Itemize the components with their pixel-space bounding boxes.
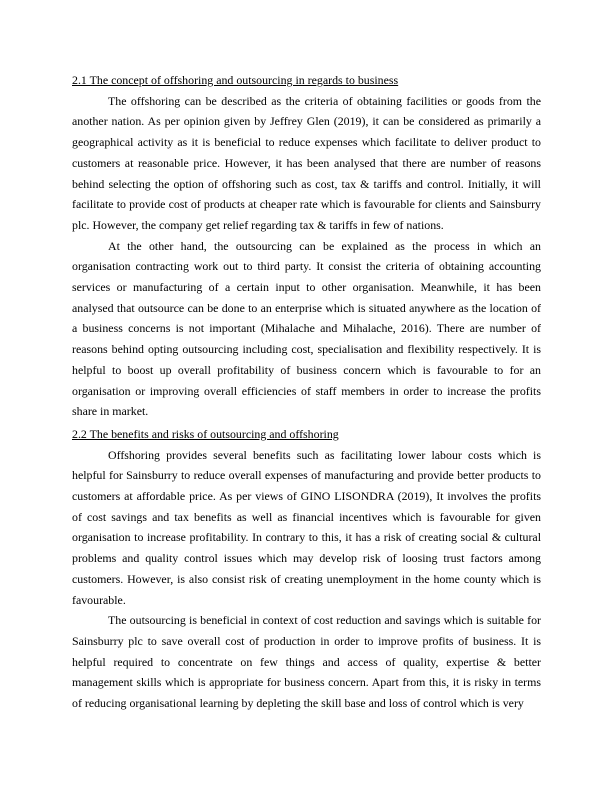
paragraph-outsourcing-definition: At the other hand, the outsourcing can be explained as the process in which an organisation contracting work out to third party. It consist the criteria of obtaining accounting services or manufacturing of a certain input to other organisation. Meanwhile, it has been analysed that outsource can be done to an enterprise which is situated anywhere as the location of a business concerns is not important (Mihalache and Mihalache, 2016). There are number of reasons behind opting outsourcing including cost, specialisation and flexibility respectively. It is helpful to boost up overall profitability of business concern which is favourable to for an organisation or improving overall efficiencies of staff members in order to increase the profits share in market. [72, 238, 541, 419]
paragraph-offshoring-benefits-risks: Offshoring provides several benefits such as facilitating lower labour costs which is helpful for Sainsburry to reduce overall expenses of manufacturing and provide better products to customers at affordable price. As per views of GINO LISONDRA (2019), It involves the profits of cost savings and tax benefits as well as financial incentives which is favourable for given organisation to increase profitability. In contrary to this, it has a risk of creating social & cultural problems and quality control issues which may develop risk of loosing trust factors among customers. However, is also consist risk of creating unemployment in the home county which is favourable. [72, 447, 541, 607]
section-heading-2-1: 2.1 The concept of offshoring and outsourcing in regards to business [72, 73, 399, 87]
section-heading-2-2: 2.2 The benefits and risks of outsourcing and offshoring [72, 426, 339, 441]
document-page [72, 70, 541, 714]
paragraph-offshoring-definition: The offshoring can be described as the criteria of obtaining facilities or goods from the another nation. As per opinion given by Jeffrey Glen (2019), it can be considered as primarily a geographical activity as it is beneficial to reduce expenses which facilitate to deliver product to customers at reasonable price. However, it has been analysed that there are number of reasons behind selecting the option of offshoring such as cost, tax & tariffs and control. Initially, it will facilitate to provide cost of products at cheaper rate which is favourable for clients and Sainsburry plc. However, the company get relief regarding tax & tariffs in few of nations. [72, 93, 541, 232]
paragraph-outsourcing-benefits-risks: The outsourcing is beneficial in context of cost reduction and savings which is suitable for Sainsburry plc to save overall cost of production in order to improve profits of business. It is helpful required to concentrate on few things and access of quality, expertise & better management skills which is appropriate for business concern. Apart from this, it is risky in terms of reducing organisational learning by depleting the skill base and loss of control which is very [72, 613, 541, 711]
